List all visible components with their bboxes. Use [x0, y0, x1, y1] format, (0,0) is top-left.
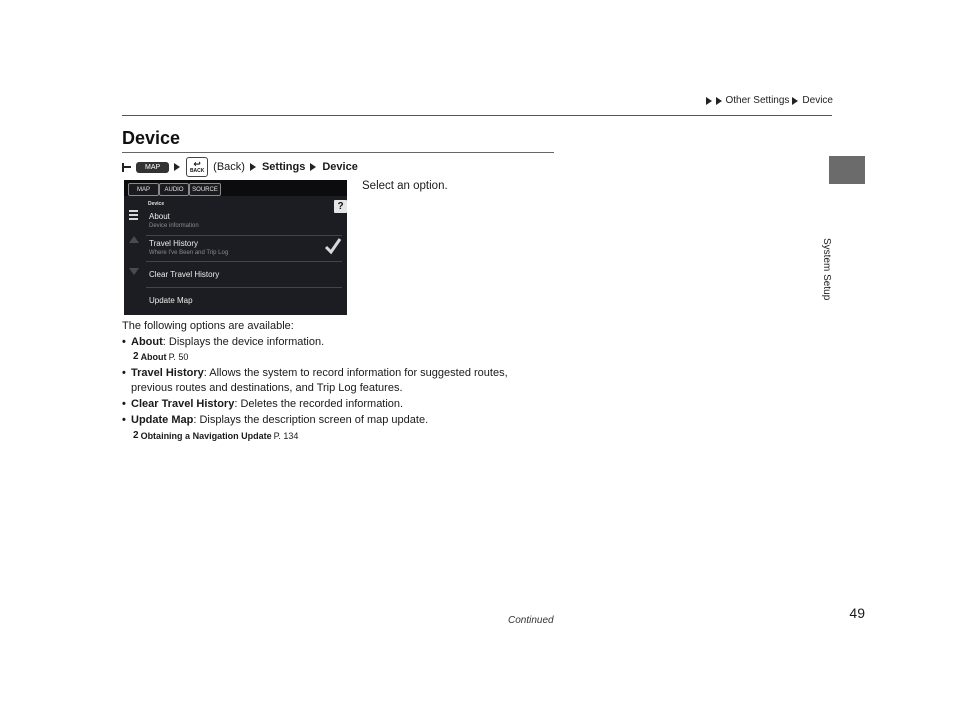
item-label: Clear Travel History	[149, 270, 220, 279]
option-name: Clear Travel History	[131, 398, 235, 410]
screen-item-clear-travel-history[interactable]	[149, 270, 339, 279]
reference-title: About	[140, 351, 167, 362]
reference-title: Obtaining a Navigation Update	[140, 430, 272, 441]
item-label: Travel History	[149, 239, 199, 248]
map-button-icon: MAP	[136, 162, 169, 173]
screen-tab-source[interactable]: SOURCE	[189, 183, 221, 196]
back-text: (Back)	[213, 161, 245, 173]
continued-label: Continued	[508, 615, 554, 626]
intro-text: The following options are available:	[122, 320, 294, 332]
screen-top-bar	[124, 180, 347, 196]
section-tab	[829, 156, 865, 184]
settings-step: Settings	[261, 161, 306, 173]
option-about: • About: Displays the device information.	[122, 336, 325, 348]
screen-title: Device	[148, 201, 165, 207]
item-sublabel: Where I've Been and Trip Log	[149, 250, 229, 256]
reference-icon: 2	[133, 351, 139, 362]
title-divider	[122, 152, 554, 153]
breadcrumb-item: Other Settings	[725, 95, 790, 106]
screen-tab-audio[interactable]: AUDIO	[159, 183, 189, 196]
screen-item-travel-history[interactable]	[149, 239, 339, 256]
reference-page: P. 134	[273, 430, 299, 441]
option-clear-travel-history: • Clear Travel History: Deletes the recorded information.	[122, 398, 404, 410]
triangle-icon	[706, 97, 712, 105]
scroll-up-icon[interactable]	[129, 236, 139, 243]
navigation-path	[122, 157, 358, 177]
triangle-icon	[310, 163, 316, 171]
item-sublabel: Device information	[149, 223, 199, 229]
item-divider	[146, 287, 342, 288]
cross-reference[interactable]	[133, 430, 298, 441]
option-update-map: • Update Map: Displays the description screen of map update.	[122, 414, 429, 426]
item-label: Update Map	[149, 296, 193, 305]
option-desc: : Deletes the recorded information.	[234, 398, 404, 410]
reference-page: P. 50	[168, 351, 189, 362]
item-divider	[146, 261, 342, 262]
page-number: 49	[849, 605, 865, 621]
reference-icon: 2	[133, 430, 139, 441]
triangle-icon	[792, 97, 798, 105]
home-icon	[122, 163, 131, 172]
item-label: About	[149, 212, 170, 221]
section-label: System Setup	[821, 238, 832, 301]
device-screen	[124, 180, 347, 315]
back-button-icon: ↩ BACK	[186, 157, 208, 177]
page-title: Device	[122, 128, 181, 148]
breadcrumb	[706, 95, 834, 106]
option-desc-continued: previous routes and destinations, and Trip Log features.	[131, 382, 403, 394]
option-name: About	[131, 336, 163, 348]
menu-icon[interactable]	[129, 210, 138, 222]
back-key-label: BACK	[189, 168, 205, 174]
triangle-icon	[716, 97, 722, 105]
option-desc: : Allows the system to record information for suggested routes,	[203, 367, 508, 379]
option-name: Travel History	[131, 367, 204, 379]
screen-item-update-map[interactable]	[149, 296, 339, 305]
option-desc: : Displays the description screen of map update.	[193, 414, 429, 426]
check-icon[interactable]	[324, 237, 342, 255]
item-divider	[146, 235, 342, 236]
cross-reference[interactable]	[133, 351, 188, 362]
help-button[interactable]: ?	[334, 200, 347, 213]
option-desc: : Displays the device information.	[162, 336, 325, 348]
breadcrumb-item: Device	[802, 95, 833, 106]
header-divider	[122, 115, 832, 116]
triangle-icon	[174, 163, 180, 171]
screen-tab-map[interactable]: MAP	[128, 183, 159, 196]
instruction-text: Select an option.	[362, 180, 448, 192]
device-step: Device	[322, 161, 358, 173]
triangle-icon	[250, 163, 256, 171]
option-travel-history: • Travel History: Allows the system to record information for suggested routes, previous routes and destinations, and Trip Log features.	[122, 366, 562, 396]
scroll-down-icon[interactable]	[129, 268, 139, 275]
option-name: Update Map	[131, 414, 194, 426]
screen-item-about[interactable]	[149, 212, 339, 229]
